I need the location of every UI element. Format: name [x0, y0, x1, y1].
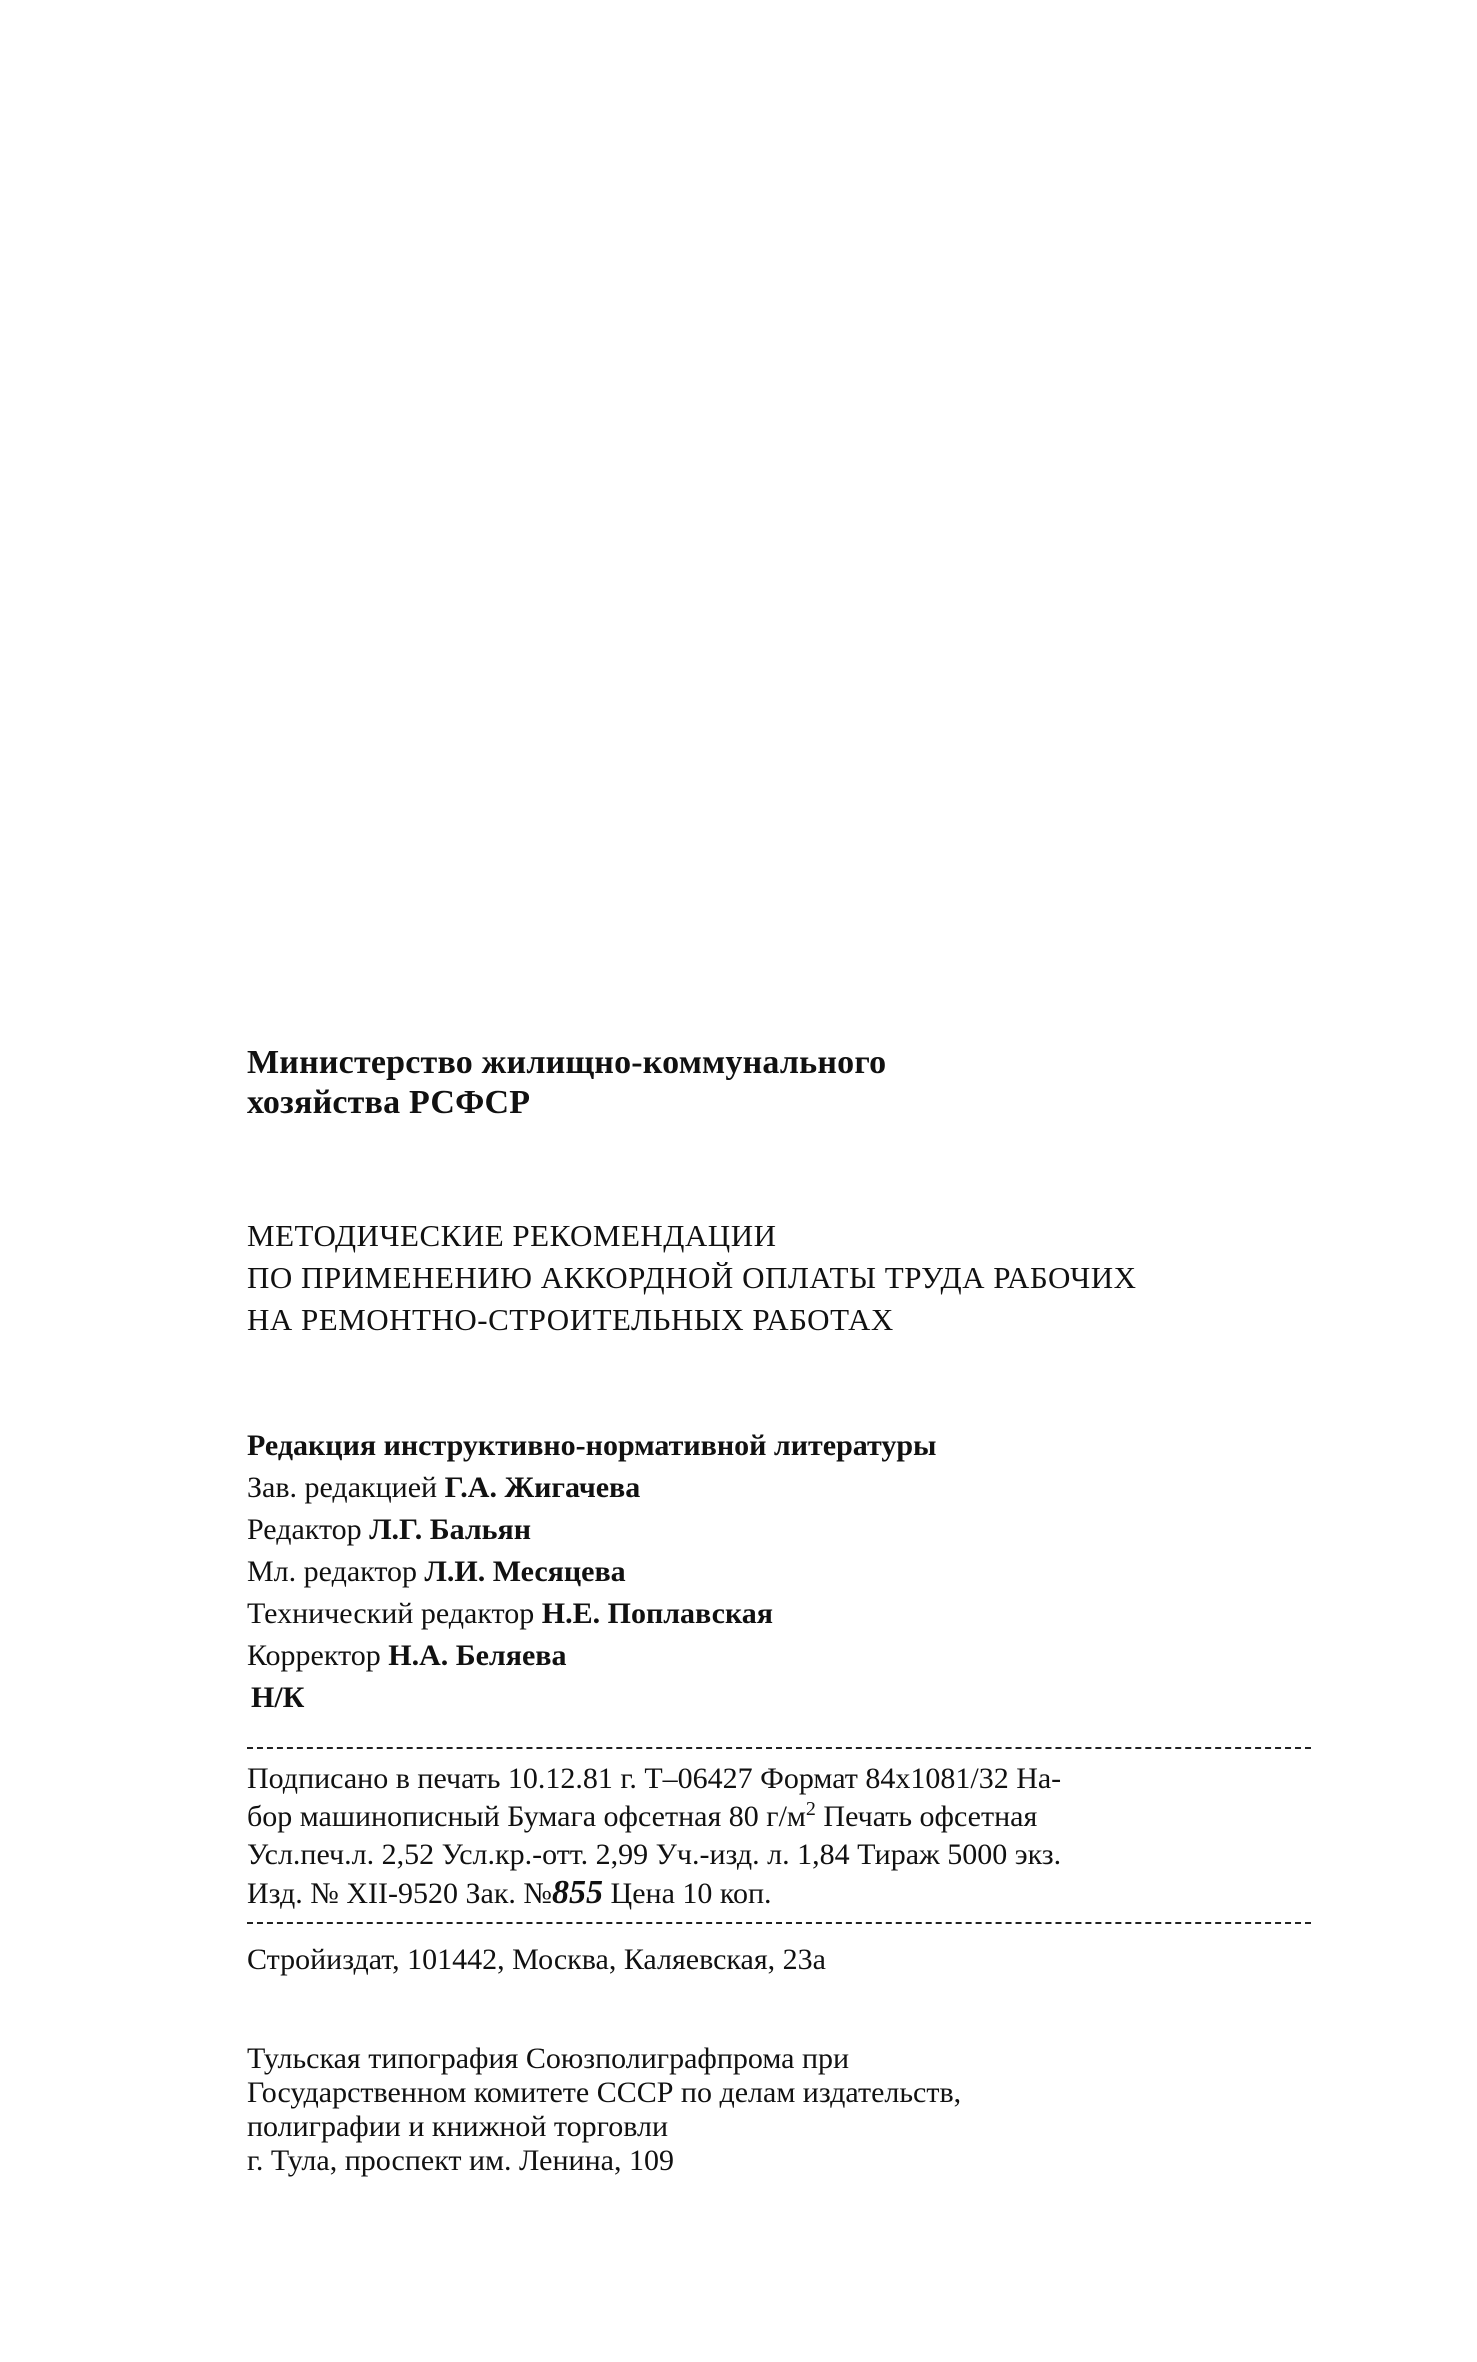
credit-name: Н.А. Беляева	[388, 1639, 567, 1672]
printer-line-1: Тульская типография Союзполиграфпрома при	[247, 2042, 850, 2075]
print-imprint	[247, 1760, 1327, 1913]
dashed-divider-top	[247, 1747, 1311, 1749]
credit-name: Л.Г. Бальян	[369, 1513, 532, 1546]
printer-line-2: Государственном комитете СССР по делам издательств,	[247, 2076, 962, 2109]
printing-house	[247, 2042, 1327, 2178]
printer-line-3: полиграфии и книжной торговли	[247, 2110, 668, 2143]
credit-proofreader	[247, 1635, 1327, 1677]
imprint-line-3: Усл.печ.л. 2,52 Усл.кр.-отт. 2,99 Уч.-изд. л. 1,84 Тираж 5000 экз.	[247, 1838, 1062, 1871]
credit-name: Л.И. Месяцева	[424, 1555, 626, 1588]
publisher-address	[247, 1940, 1327, 1980]
superscript-2: 2	[805, 1798, 816, 1820]
ministry-line-2: хозяйства РСФСР	[247, 1084, 531, 1121]
credit-technical-editor	[247, 1593, 1327, 1635]
imprint-print: Печать офсетная	[815, 1800, 1038, 1833]
title-line-1: МЕТОДИЧЕСКИЕ РЕКОМЕНДАЦИИ	[247, 1218, 777, 1253]
credit-label: Редактор	[247, 1513, 362, 1546]
handwritten-order-number: 855	[552, 1874, 604, 1911]
document-title	[247, 1215, 1327, 1341]
credit-label: Технический редактор	[247, 1597, 535, 1630]
imprint-edition: Изд. № XII-9520 Зак. №	[247, 1877, 553, 1910]
ministry-line-1: Министерство жилищно-коммунального	[247, 1044, 887, 1081]
imprint-line-2	[247, 1798, 1327, 1836]
credit-label: Корректор	[247, 1639, 381, 1672]
credit-label: Зав. редакцией	[247, 1471, 438, 1504]
credit-name: Г.А. Жигачева	[444, 1471, 641, 1504]
imprint-line-4	[247, 1874, 1327, 1913]
credit-editor	[247, 1509, 1327, 1551]
redaction-name: Редакция инструктивно-нормативной литературы	[247, 1429, 937, 1462]
credit-name: Н.Е. Поплавская	[541, 1597, 774, 1630]
credit-junior-editor	[247, 1551, 1327, 1593]
dashed-divider-bottom	[247, 1922, 1311, 1924]
nk-mark: Н/К	[251, 1681, 305, 1714]
imprint-paper: бор машинописный Бумага офсетная 80 г/м	[247, 1800, 806, 1833]
editorial-credits	[247, 1425, 1327, 1719]
credit-head-editor	[247, 1467, 1327, 1509]
title-line-2: ПО ПРИМЕНЕНИЮ АККОРДНОЙ ОПЛАТЫ ТРУДА РАБОЧИХ	[247, 1260, 1137, 1295]
publisher-line-1: Стройиздат, 101442, Москва, Каляевская, 23а	[247, 1943, 826, 1976]
credit-label: Мл. редактор	[247, 1555, 418, 1588]
imprint-line-1: Подписано в печать 10.12.81 г. Т–06427 Формат 84х1081/32 На-	[247, 1762, 1062, 1795]
ministry-heading	[247, 1043, 1327, 1123]
title-line-3: НА РЕМОНТНО-СТРОИТЕЛЬНЫХ РАБОТАХ	[247, 1302, 894, 1337]
printer-line-4: г. Тула, проспект им. Ленина, 109	[247, 2144, 674, 2177]
imprint-price: Цена 10 коп.	[603, 1877, 772, 1910]
